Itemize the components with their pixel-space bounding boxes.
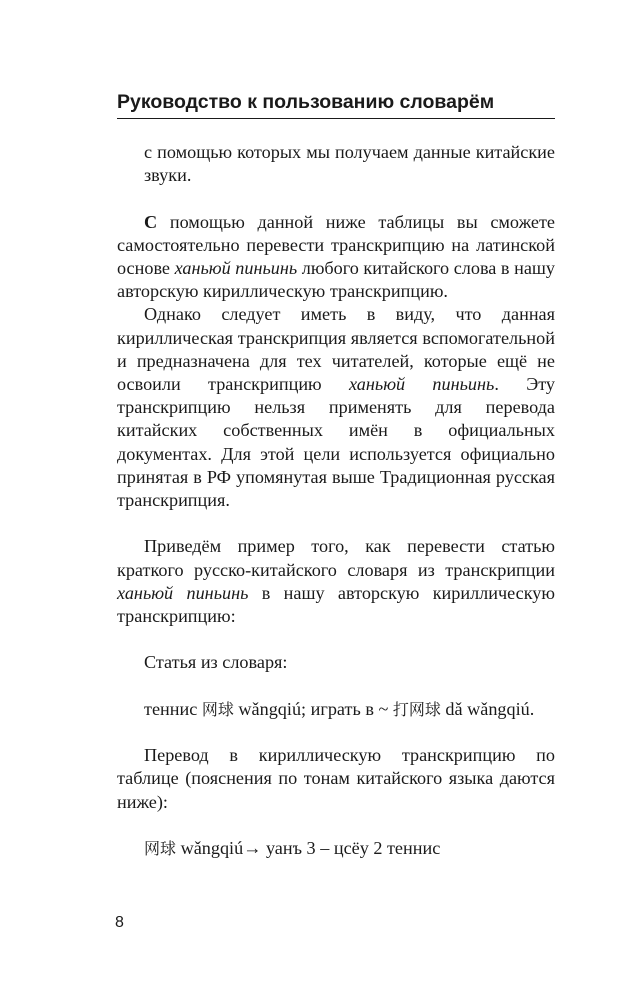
text-run: любого китайского слова в нашу авторскую кириллическую транскрипцию. bbox=[117, 258, 555, 302]
paragraph-example-intro bbox=[117, 535, 555, 628]
text-run: Статья из словаря: bbox=[144, 652, 288, 673]
body-text bbox=[117, 141, 555, 860]
transcription-example bbox=[117, 837, 555, 860]
paragraph-table-usage bbox=[117, 211, 555, 304]
chinese-characters: 网球 bbox=[144, 839, 177, 858]
text-run: Однако следует иметь в виду, что данная кириллическая транскрипция является вспомогательной и предназначена для тех читателей, которые ещё не освоили транскрипцию bbox=[117, 304, 555, 395]
header-rule bbox=[117, 118, 555, 119]
text-run: wǎngqiú; играть в ~ bbox=[233, 698, 393, 719]
arrow-icon: → bbox=[243, 838, 262, 858]
text-run: теннис bbox=[144, 698, 202, 719]
text-run: . Эту транскрипцию нельзя применять для перевода китайских собственных имён в официальных документах. Для этой цели используется официально принятая в РФ упомянутая выше Традиционная русская транскрипция. bbox=[117, 374, 556, 511]
continuation-text: с помощью которых мы получаем данные китайские звуки. bbox=[144, 142, 555, 186]
running-head: Руководство к пользованию словарём bbox=[117, 91, 495, 113]
text-run: Перевод в кириллическую транскрипцию по таблице (пояснения по тонам китайского языка даются ниже): bbox=[117, 745, 555, 812]
italic-term: ханьюй пиньинь bbox=[174, 258, 298, 278]
paragraph-dictionary-entry bbox=[117, 698, 555, 721]
paragraph-translation-label bbox=[117, 744, 555, 814]
paragraph-continuation bbox=[117, 141, 555, 187]
paragraph-lead-letter: С bbox=[144, 211, 158, 232]
chinese-characters: 网球 bbox=[201, 699, 234, 719]
text-run: Приведём пример того, как перевести статью краткого русско-китайского словаря из транскрипции bbox=[117, 536, 555, 580]
paragraph-dictionary-entry-label bbox=[117, 651, 555, 674]
chinese-characters: 打网球 bbox=[392, 699, 441, 719]
text-run: в нашу авторскую кириллическую транскрипцию: bbox=[117, 582, 555, 627]
italic-term: ханьюй пиньинь bbox=[348, 374, 495, 395]
text-run: помощью данной ниже таблицы вы сможете самостоятельно перевести транскрипцию на латинской основе bbox=[117, 211, 555, 278]
paragraph-caveat bbox=[117, 303, 555, 512]
italic-term: ханьюй пиньинь bbox=[117, 582, 249, 603]
cyrillic-transcription: уанъ 3 – цсёу 2 теннис bbox=[261, 838, 441, 858]
text-run: dǎ wǎngqiú. bbox=[440, 698, 535, 719]
page-number: 8 bbox=[115, 914, 124, 931]
pinyin-text: wǎngqiú bbox=[176, 838, 244, 858]
